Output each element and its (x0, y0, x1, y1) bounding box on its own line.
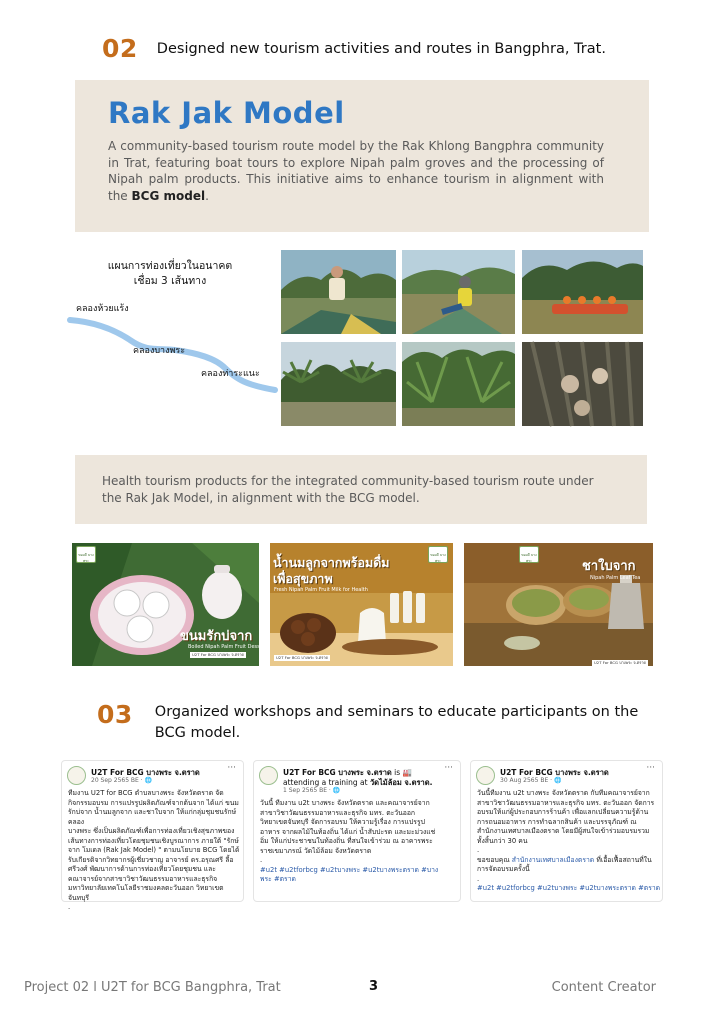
page-avatar[interactable] (476, 766, 495, 785)
model-description (108, 138, 604, 204)
product-nipah-milk (270, 543, 453, 666)
route-label-2: คลองบางพระ (133, 346, 186, 356)
post-line: รักบ่จาก น้ำนมลูกจาก และชาใบจาก ให้แก่กลุ่มชุมชนรักษ์คลอง (68, 808, 237, 826)
post-line: อบรมให้แก่ผู้ประกอบการร้านค้า เพื่อแลกเปลี่ยนความรู้ด้าน (477, 808, 649, 816)
post-line: สาขาวิชาวัฒนธรรมอาหารและธุรกิจ มทร. ตะวันออก จัดการ (477, 798, 655, 807)
post-body (477, 789, 660, 894)
post-activity: is 🏭 (391, 768, 412, 777)
photo-nipah-grove-2 (402, 342, 515, 426)
product-title-line2: เพื่อสุขภาพ (273, 571, 333, 586)
section-number: 03 (97, 700, 133, 729)
product-subtitle: Boiled Nipah Palm Fruit Dessert (188, 644, 267, 650)
product-logo-text: ของดี บางพระ (78, 553, 94, 563)
facebook-post[interactable] (470, 760, 663, 902)
post-author[interactable]: U2T For BCG บางพระ จ.ตราด (91, 768, 200, 777)
footer-role: Content Creator (551, 980, 656, 995)
section-02-header (102, 34, 606, 63)
facebook-post[interactable] (253, 760, 461, 902)
product-logo (519, 546, 539, 563)
section-03-header (97, 700, 638, 744)
post-line: อาหาร จากผลไม้ในท้องถิ่น ได้แก่ น้ำสับปะรด และมะม่วงแช่ (260, 827, 436, 836)
post-date[interactable]: 1 Sep 2565 BE · 🌐 (283, 787, 341, 794)
post-line: วิทยาเขตจันทบุรี จัดการอบรม ให้ความรู้เรื่อง การแปรรูป (260, 818, 425, 826)
product-logo (428, 546, 448, 563)
model-title: Rak Jak Model (108, 96, 345, 130)
post-line: เส้นทางการท่องเที่ยวโดยชุมชนเชิงบูรณาการ ภายใต้ "รักษ์ (68, 836, 239, 845)
product-nipah-tea (464, 543, 653, 666)
section-number: 02 (102, 34, 138, 63)
post-line: รับเกียรติจากวิทยากรผู้เชี่ยวชาญ อาจารย์ ดร.อรุณศรี ลี้อ (68, 855, 234, 864)
product-logo-text: ของดี บางพระ (521, 553, 537, 563)
post-line: วันนี้ทีมงาน u2t บางพระ จังหวัดตราด กับทีมคณาจารย์จาก (477, 789, 650, 797)
post-line: คณาจารย์จากสาขาวิชาวัฒนธรรมอาหารและธุรกิจ (68, 874, 218, 883)
post-line: . (477, 846, 480, 854)
more-options-icon[interactable]: ··· (646, 763, 655, 773)
tagged-page-link[interactable]: สำนักงานเทศบาลเมืองตราด (511, 855, 595, 864)
post-line: . (260, 856, 263, 864)
post-line: ทั้งสิ้นกว่า 30 คน (477, 836, 528, 845)
product-title: ขนมรักบ่จาก (180, 629, 253, 644)
footer-project: Project 02 l U2T for BCG Bangphra, Trat (24, 980, 281, 995)
post-line: จันทบุรี (68, 893, 90, 902)
more-options-icon[interactable]: ··· (227, 763, 236, 773)
more-options-icon[interactable]: ··· (444, 763, 453, 773)
photo-boat-tour-2 (402, 250, 515, 334)
post-author-name[interactable]: U2T For BCG บางพระ จ.ตราด (283, 768, 392, 777)
post-date[interactable]: 30 Aug 2565 BE · 🌐 (500, 777, 562, 784)
post-line: มหาวิทยาลัยเทคโนโลยีราชมงคลตะวันออก วิทยาเขต (68, 884, 224, 892)
post-line: สาขาวิชาวัฒนธรรมอาหารและธุรกิจ มทร. ตะวันออก (260, 808, 416, 817)
route-label-3: คลองท่าระแนะ (201, 369, 260, 379)
page-avatar[interactable] (67, 766, 86, 785)
post-author[interactable]: U2T For BCG บางพระ จ.ตราด (500, 768, 609, 777)
product-subtitle: Nipah Palm Leaf Tea (590, 575, 641, 581)
photo-boat-tour-1 (281, 250, 396, 334)
product-tag: U2T For BCG บางพระ จ.ตราด (594, 660, 646, 665)
section-heading-line2: BCG model. (154, 725, 241, 741)
post-line: ศรีวงศ์ พัฒนาการด้านการท่องเที่ยวโดยชุมชน และ (68, 865, 216, 873)
photo-nipah-grove-1 (281, 342, 396, 426)
health-products-text: Health tourism products for the integrated community-based tourism route under the Rak Jak Model, in alignment with the BCG model. (102, 474, 594, 505)
product-tag: U2T For BCG บางพระ จ.ตราด (192, 652, 244, 657)
post-line: การถนอมอาหาร การทำฉลากสินค้า และบรรจุภัณฑ์ ณ (477, 817, 637, 826)
post-line: บางพระ ซึ่งเป็นผลิตภัณฑ์เพื่อการท่องเที่ยวเชิงสุขภาพของ (68, 827, 235, 835)
post-line: . (477, 874, 480, 883)
bcg-model-bold: BCG model (131, 188, 206, 203)
page-number: 3 (369, 979, 379, 994)
post-hashtags[interactable]: พระ #ตราด (260, 875, 296, 883)
product-logo-text: ของดี บางพระ (430, 553, 446, 563)
post-line: อิ่ม ให้แก่ประชาชนในท้องถิ่น ที่สนใจเข้าร่วม ณ อาคารพระ (260, 837, 433, 845)
post-line: ราชเขมาภรณ์ วัดไม้ล้อม จังหวัดตราด (260, 846, 372, 855)
map-title-line1: แผนการท่องเที่ยวในอนาคต (107, 260, 233, 272)
activity-text: attending a training at (283, 778, 370, 787)
map-title (75, 259, 265, 289)
page-avatar[interactable] (259, 766, 278, 785)
product-logo (76, 546, 96, 563)
post-hashtags[interactable]: #u2t #u2tforbcg #u2tบางพระ #u2tบางพระตราด #บาง (260, 865, 439, 874)
facebook-post[interactable] (61, 760, 244, 911)
thanks-text: ขอขอบคุณ (477, 855, 512, 864)
post-thanks (477, 856, 660, 866)
model-desc-text: A community-based tourism route model by the Rak Khlong Bangphra community in Trat, featuring boat tours to explore Nipah palm groves and the processing of Nipah palm products. This initiative aims to enhance tourism in alignment with the (108, 139, 604, 203)
post-line: วันนี้ ทีมงาน u2t บางพระ จังหวัดตราด และคณาจารย์จาก (260, 799, 430, 807)
product-nipah-dessert (72, 543, 267, 666)
post-line: สำนักงานเทศบาลเมืองตราด โดยมีผู้สนใจเข้าร่วมอบรมรวม (477, 827, 650, 835)
post-date[interactable]: 20 Sep 2565 BE · 🌐 (91, 777, 153, 784)
post-line: . (68, 903, 71, 911)
thanks-text: ที่เอื้อเฟื้อสถานที่ใน (594, 855, 652, 864)
post-body (68, 789, 243, 913)
post-body (260, 799, 438, 885)
product-title: ชาใบจาก (582, 559, 636, 574)
photo-nipah-fruit (522, 342, 643, 426)
route-label-1: คลองห้วยแร้ง (76, 304, 129, 314)
route-map (75, 250, 265, 398)
post-line: การจัดอบรมครั้งนี้ (477, 865, 530, 873)
section-heading-line1: Organized workshops and seminars to educate participants on the (154, 704, 639, 720)
product-subtitle: Fresh Nipah Palm Fruit Milk for Health (274, 587, 368, 593)
photo-boat-tour-3 (522, 250, 643, 334)
post-line: กิจกรรมอบรม การแปรรูปผลิตภัณฑ์จากต้นจาก ได้แก่ ขนม (68, 798, 239, 807)
post-line: ทีมงาน U2T for BCG ตำบลบางพระ จังหวัดตราด จัด (68, 789, 224, 797)
post-hashtags[interactable]: #u2t #u2tforbcg #u2tบางพระ #u2tบางพระตราด #ตราด (477, 884, 661, 892)
activity-place-link[interactable]: วัดไม้ล้อม จ.ตราด. (369, 778, 433, 787)
map-title-line2: เชื่อม 3 เส้นทาง (133, 275, 207, 287)
product-tag: U2T For BCG บางพระ จ.ตราด (276, 655, 328, 660)
section-heading: Designed new tourism activities and routes in Bangphra, Trat. (156, 41, 606, 57)
model-desc-end: . (205, 188, 209, 203)
section-heading (155, 702, 638, 744)
post-line: จาก โมเดล (Rak Jak Model) " ตามนโยบาย BCG โดยได้ (68, 846, 240, 854)
product-title-line1: น้ำนมลูกจากพร้อมดื่ม (273, 555, 390, 570)
